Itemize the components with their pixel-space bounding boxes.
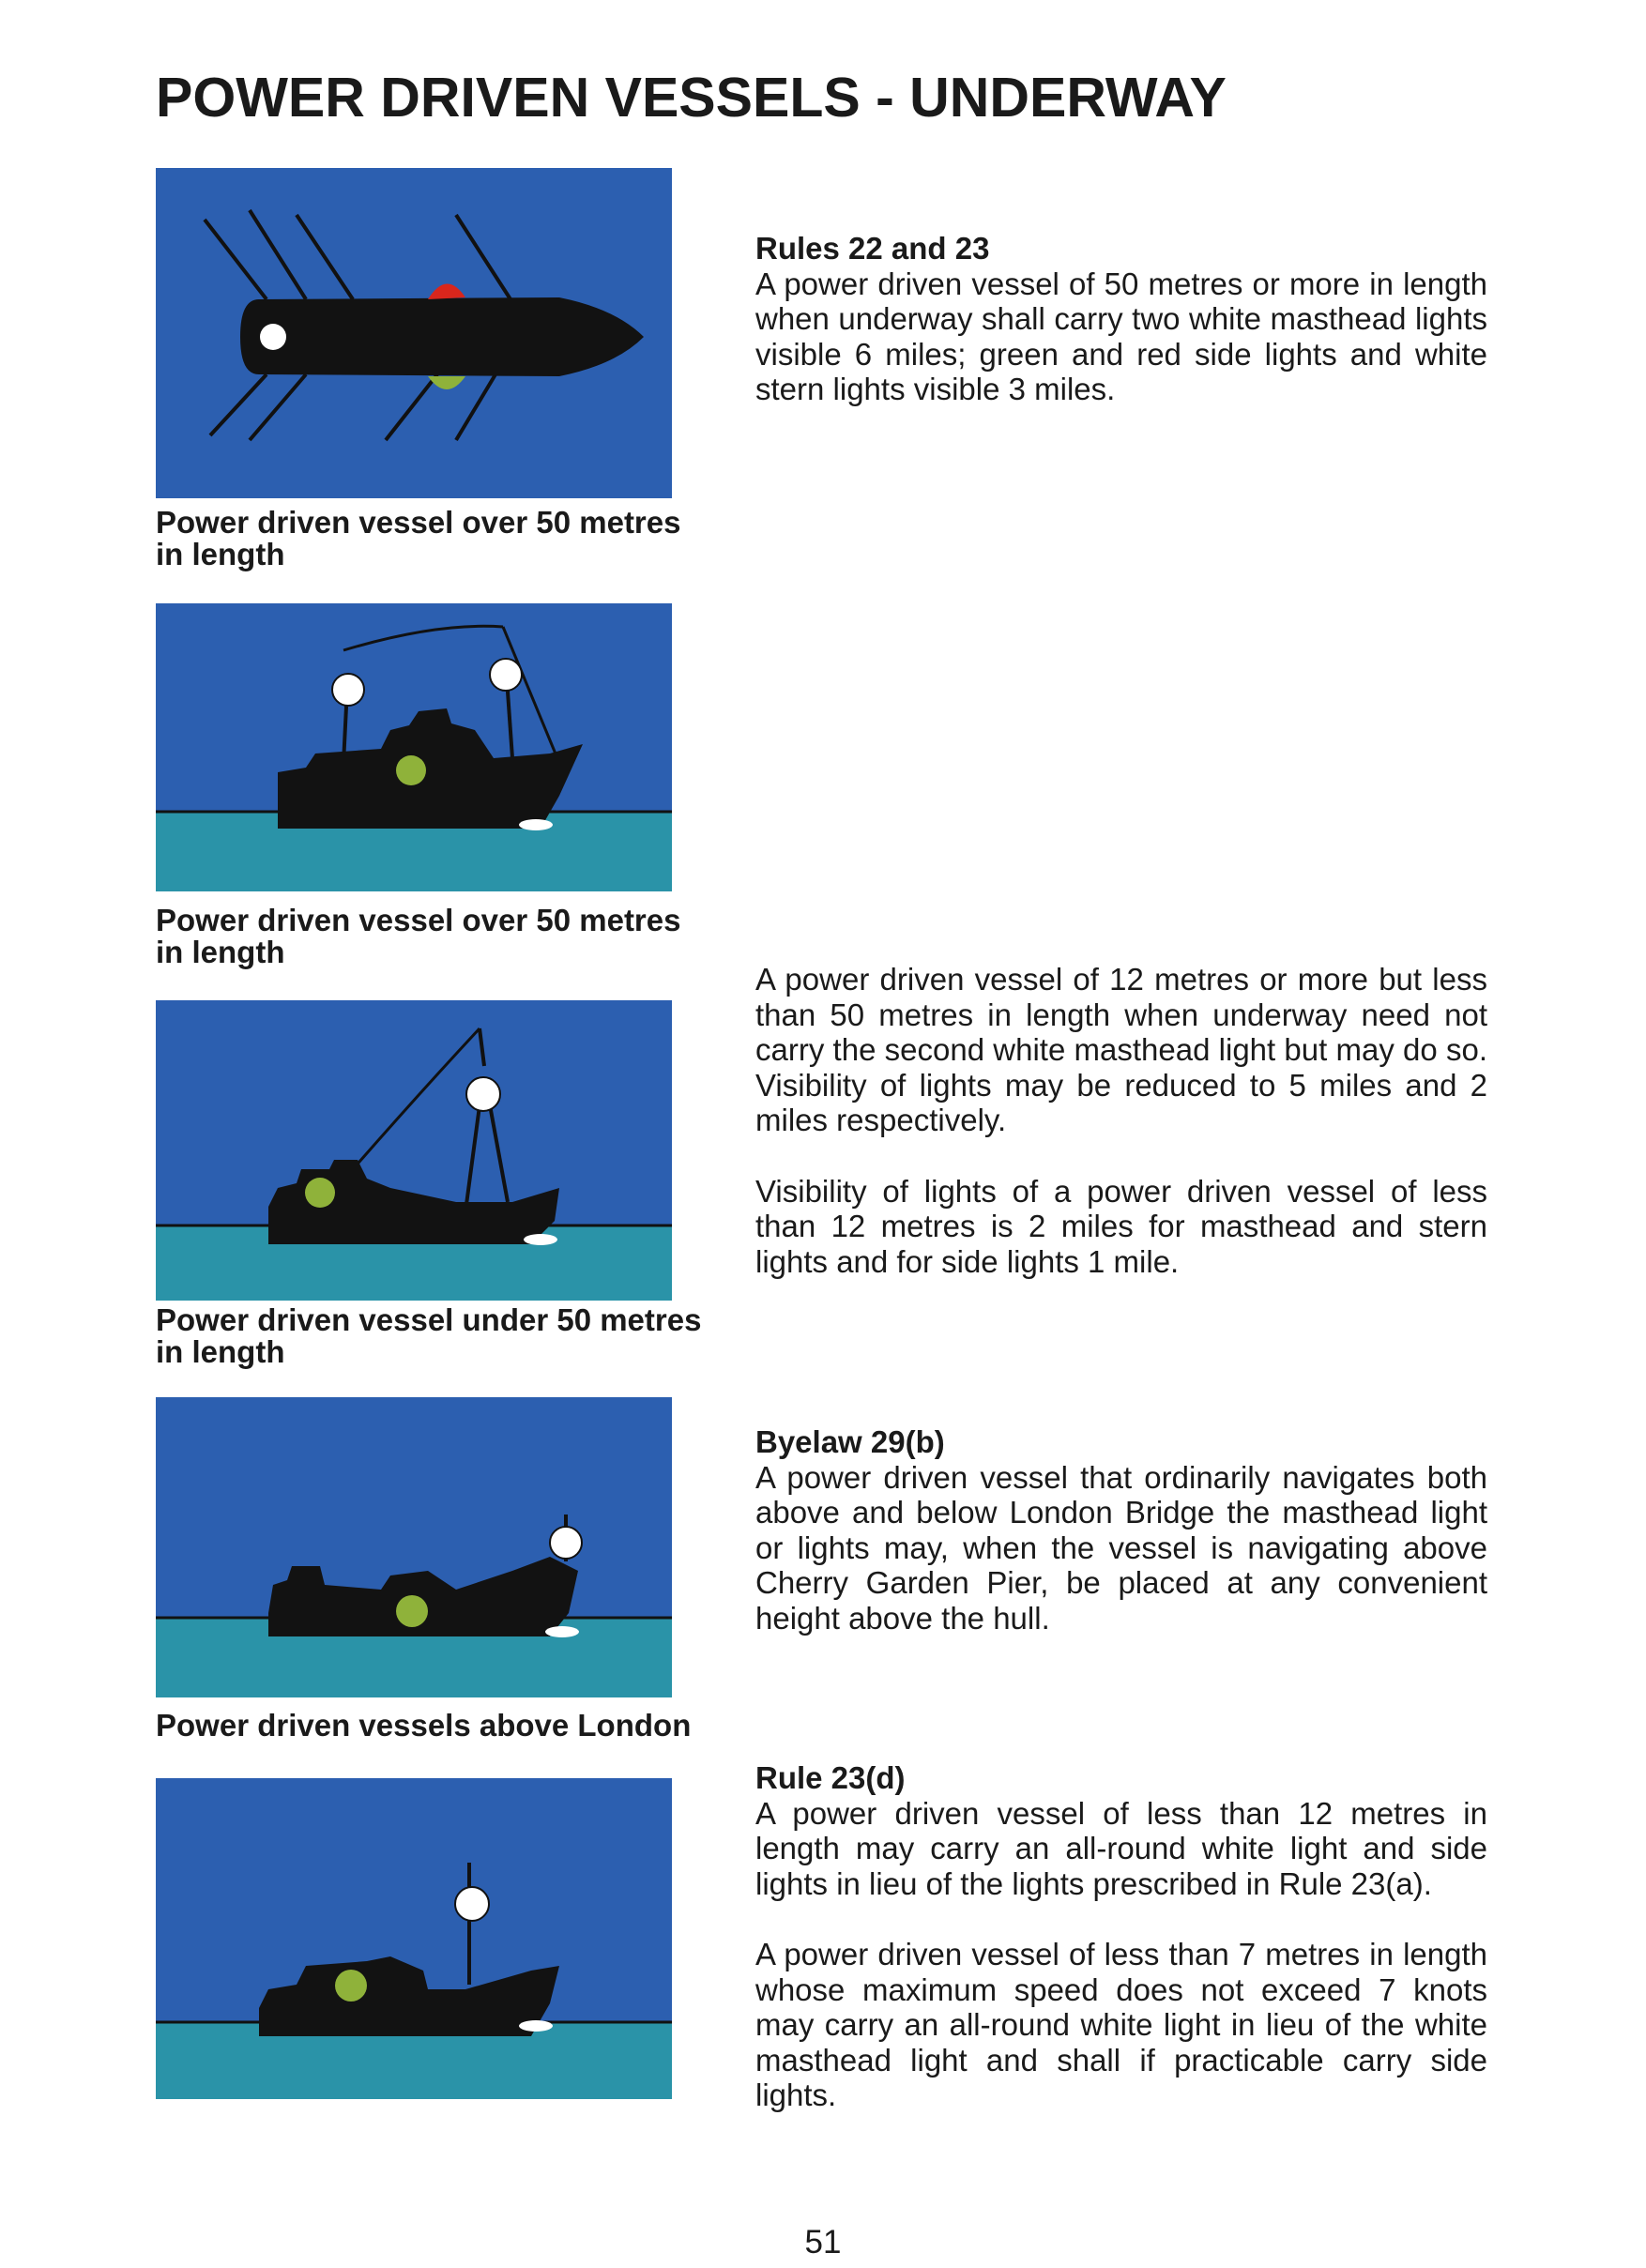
masthead-light-aft — [332, 674, 364, 706]
caption-2: Power driven vessel over 50 metres in length — [156, 903, 681, 969]
stern-light — [260, 324, 286, 350]
section-byelaw-29b — [755, 1424, 1487, 1636]
green-side-light — [305, 1178, 335, 1208]
caption-3: Power driven vessel under 50 metres in length — [156, 1302, 702, 1369]
section-paragraph: Visibility of lights of a power driven vessel of less than 12 metres is 2 miles for masthead and stern lights and for side lights 1 mile. — [755, 1173, 1487, 1279]
green-side-light — [396, 755, 426, 785]
illustration-vessel-under-12m — [156, 1778, 672, 2099]
bow-wave — [519, 2020, 553, 2032]
section-body: A power driven vessel of 50 metres or more in length when underway shall carry two white masthead lights visible 6 miles; green and red side lights and white stern lights visible 3 miles. — [755, 266, 1487, 406]
section-heading: Rule 23(d) — [755, 1760, 906, 1795]
caption-4: Power driven vessels above London — [156, 1708, 692, 1743]
bow-wave — [519, 819, 553, 830]
all-round-white-light — [455, 1887, 489, 1921]
section-paragraph: A power driven vessel of less than 12 metres in length may carry an all-round white light and side lights in lieu of the lights prescribed in Rule 23(a). — [755, 1795, 1487, 1901]
illustration-vessel-above-london — [156, 1397, 672, 1697]
green-side-light — [396, 1595, 428, 1627]
section-heading: Byelaw 29(b) — [755, 1424, 945, 1459]
section-rule-23d — [755, 1760, 1487, 2113]
illustration-vessel-under-50m — [156, 1000, 672, 1301]
section-heading: Rules 22 and 23 — [755, 231, 990, 266]
masthead-light — [466, 1077, 500, 1111]
hull-top-view — [240, 297, 644, 376]
page-number: 51 — [804, 2224, 842, 2260]
green-side-light — [335, 1970, 367, 2002]
masthead-light — [550, 1527, 582, 1559]
section-body: A power driven vessel that ordinarily navigates both above and below London Bridge the masthead light or lights may, when the vessel is navigating above Cherry Garden Pier, be placed at any convenient height above the hull. — [755, 1459, 1487, 1636]
caption-1: Power driven vessel over 50 metres in length — [156, 505, 681, 571]
section-under-50m — [755, 962, 1487, 1279]
section-rules-22-23 — [755, 231, 1487, 407]
illustration-vessel-over-50m-side-view — [156, 603, 672, 891]
illustration-vessel-over-50m-top-view — [156, 168, 672, 498]
section-paragraph: A power driven vessel of less than 7 metres in length whose maximum speed does not exceed 7 knots may carry an all-round white light in lieu of the white masthead light and shall if practicable carry side lights. — [755, 1937, 1487, 2112]
section-paragraph: A power driven vessel of 12 metres or more but less than 50 metres in length when underway need not carry the second white masthead light but may do so. Visibility of lights may be reduced to 5 miles and 2 miles respectively. — [755, 962, 1487, 1137]
bow-wave — [524, 1234, 557, 1245]
masthead-light-forward — [490, 659, 522, 691]
page-title: POWER DRIVEN VESSELS - UNDERWAY — [156, 67, 1227, 129]
bow-wave — [545, 1626, 579, 1637]
